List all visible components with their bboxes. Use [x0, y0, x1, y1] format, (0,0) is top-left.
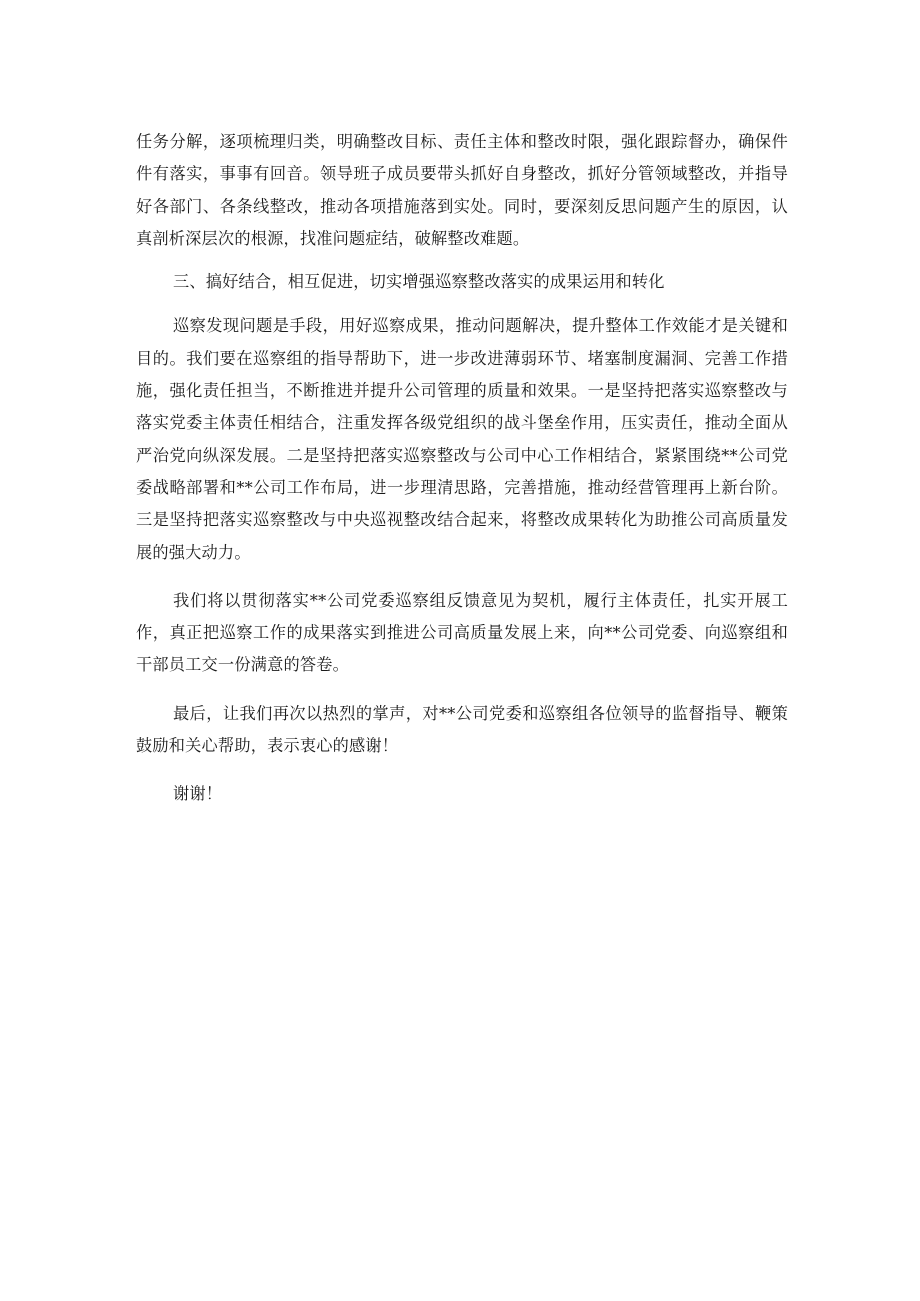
paragraph-gratitude: 最后，让我们再次以热烈的掌声，对**公司党委和巡察组各位领导的监督指导、鞭策鼓励和关心帮助，表示衷心的感谢！ [136, 703, 788, 756]
document-body [136, 126, 788, 811]
section-heading-three: 三、搞好结合，相互促进，切实增强巡察整改落实的成果运用和转化 [173, 272, 665, 292]
paragraph-commitment: 我们将以贯彻落实**公司党委巡察组反馈意见为契机，履行主体责任，扎实开展工作，真正把巡察工作的成果落实到推进公司高质量发展上来，向**公司党委、向巡察组和干部员工交一份满意的答卷。 [136, 590, 788, 675]
paragraph-inspection-results: 巡察发现问题是手段，用好巡察成果，推动问题解决，提升整体工作效能才是关键和目的。我们要在巡察组的指导帮助下，进一步改进薄弱环节、堵塞制度漏洞、完善工作措施，强化责任担当，不断推进并提升公司管理的质量和效果。一是坚持把落实巡察整改与落实党委主体责任相结合，注重发挥各级党组织的战斗堡垒作用，压实责任，推动全面从严治党向纵深发展。二是坚持把落实巡察整改与公司中心工作相结合，紧紧围绕**公司党委战略部署和**公司工作布局，进一步理清思路，完善措施，推动经营管理再上新台阶。三是坚持把落实巡察整改与中央巡视整改结合起来，将整改成果转化为助推公司高质量发展的强大动力。 [136, 316, 788, 562]
paragraph-thanks: 谢谢！ [173, 784, 223, 804]
paragraph-continuation: 任务分解，逐项梳理归类，明确整改目标、责任主体和整改时限，强化跟踪督办，确保件件有落实，事事有回音。领导班子成员要带头抓好自身整改，抓好分管领域整改，并指导好各部门、各条线整改，推动各项措施落到实处。同时，要深刻反思问题产生的原因，认真剖析深层次的根源，找准问题症结，破解整改难题。 [136, 132, 788, 248]
